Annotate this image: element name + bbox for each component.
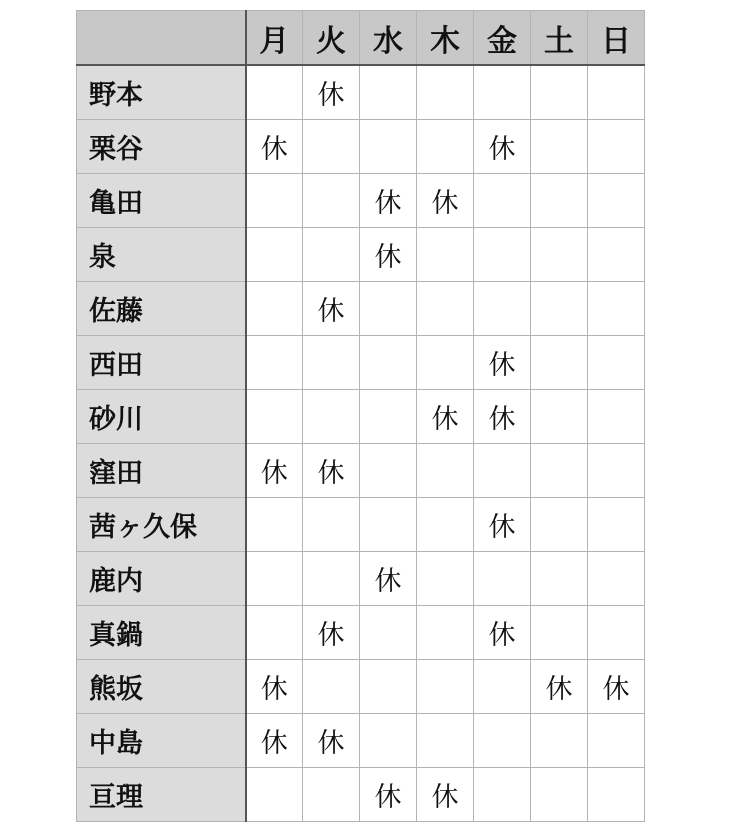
header-row — [77, 11, 645, 66]
schedule-cell-fri: 休 — [474, 606, 531, 660]
employee-name: 砂川 — [77, 390, 246, 444]
schedule-cell-fri — [474, 174, 531, 228]
schedule-cell-tue — [303, 228, 360, 282]
schedule-cell-mon — [246, 498, 303, 552]
schedule-cell-mon — [246, 65, 303, 120]
schedule-cell-mon — [246, 390, 303, 444]
schedule-cell-mon: 休 — [246, 444, 303, 498]
employee-name: 亀田 — [77, 174, 246, 228]
employee-name: 窪田 — [77, 444, 246, 498]
schedule-cell-thu: 休 — [417, 390, 474, 444]
schedule-cell-wed — [360, 120, 417, 174]
schedule-cell-wed: 休 — [360, 552, 417, 606]
schedule-cell-mon — [246, 552, 303, 606]
employee-name: 熊坂 — [77, 660, 246, 714]
schedule-cell-wed: 休 — [360, 768, 417, 822]
schedule-cell-wed — [360, 336, 417, 390]
employee-name: 真鍋 — [77, 606, 246, 660]
schedule-cell-tue — [303, 174, 360, 228]
day-header-mon: 月 — [246, 11, 303, 66]
schedule-cell-thu — [417, 660, 474, 714]
schedule-cell-sun — [588, 444, 645, 498]
day-header-tue: 火 — [303, 11, 360, 66]
schedule-cell-fri — [474, 660, 531, 714]
corner-header-cell — [77, 11, 246, 66]
employee-name: 泉 — [77, 228, 246, 282]
schedule-cell-sun — [588, 336, 645, 390]
schedule-cell-wed — [360, 714, 417, 768]
day-header-wed: 水 — [360, 11, 417, 66]
schedule-cell-fri — [474, 65, 531, 120]
schedule-cell-mon — [246, 282, 303, 336]
schedule-cell-thu — [417, 228, 474, 282]
schedule-cell-sun — [588, 552, 645, 606]
schedule-cell-sun — [588, 606, 645, 660]
schedule-cell-tue: 休 — [303, 282, 360, 336]
day-header-sat: 土 — [531, 11, 588, 66]
schedule-cell-thu — [417, 498, 474, 552]
table-row — [77, 228, 645, 282]
schedule-cell-fri: 休 — [474, 120, 531, 174]
schedule-cell-sun: 休 — [588, 660, 645, 714]
table-row — [77, 768, 645, 822]
schedule-cell-fri — [474, 552, 531, 606]
schedule-cell-sun — [588, 390, 645, 444]
schedule-cell-wed — [360, 390, 417, 444]
schedule-cell-sat — [531, 768, 588, 822]
schedule-cell-sun — [588, 174, 645, 228]
schedule-cell-mon — [246, 174, 303, 228]
employee-name: 佐藤 — [77, 282, 246, 336]
schedule-cell-sun — [588, 120, 645, 174]
employee-name: 鹿内 — [77, 552, 246, 606]
table-row — [77, 336, 645, 390]
table-row — [77, 498, 645, 552]
schedule-cell-wed — [360, 606, 417, 660]
schedule-cell-fri — [474, 444, 531, 498]
schedule-cell-sat — [531, 498, 588, 552]
schedule-cell-thu — [417, 444, 474, 498]
schedule-cell-sun — [588, 768, 645, 822]
table-row — [77, 174, 645, 228]
schedule-cell-tue: 休 — [303, 65, 360, 120]
schedule-cell-sun — [588, 282, 645, 336]
schedule-cell-sat — [531, 552, 588, 606]
schedule-cell-wed: 休 — [360, 228, 417, 282]
day-header-sun: 日 — [588, 11, 645, 66]
schedule-cell-fri: 休 — [474, 498, 531, 552]
schedule-cell-sat — [531, 714, 588, 768]
schedule-cell-fri: 休 — [474, 390, 531, 444]
table-row — [77, 444, 645, 498]
schedule-cell-thu — [417, 714, 474, 768]
schedule-cell-wed — [360, 660, 417, 714]
schedule-cell-tue — [303, 552, 360, 606]
schedule-cell-sat — [531, 120, 588, 174]
schedule-cell-sat — [531, 282, 588, 336]
schedule-cell-tue: 休 — [303, 714, 360, 768]
employee-name: 野本 — [77, 65, 246, 120]
schedule-cell-tue — [303, 768, 360, 822]
employee-name: 西田 — [77, 336, 246, 390]
schedule-cell-thu — [417, 552, 474, 606]
employee-name: 茜ヶ久保 — [77, 498, 246, 552]
schedule-cell-sat — [531, 390, 588, 444]
shift-schedule-table — [76, 10, 645, 822]
schedule-cell-fri — [474, 282, 531, 336]
schedule-cell-tue — [303, 120, 360, 174]
schedule-cell-sat — [531, 606, 588, 660]
schedule-cell-mon: 休 — [246, 120, 303, 174]
schedule-cell-tue: 休 — [303, 606, 360, 660]
schedule-cell-mon: 休 — [246, 660, 303, 714]
schedule-cell-wed: 休 — [360, 174, 417, 228]
table-row — [77, 390, 645, 444]
schedule-cell-mon — [246, 228, 303, 282]
schedule-cell-sat — [531, 174, 588, 228]
schedule-cell-mon — [246, 768, 303, 822]
table-row — [77, 714, 645, 768]
schedule-cell-thu — [417, 65, 474, 120]
schedule-cell-tue — [303, 660, 360, 714]
table-row — [77, 282, 645, 336]
schedule-cell-sat — [531, 65, 588, 120]
schedule-cell-wed — [360, 444, 417, 498]
schedule-cell-wed — [360, 498, 417, 552]
schedule-cell-fri — [474, 768, 531, 822]
schedule-cell-sun — [588, 228, 645, 282]
schedule-cell-thu — [417, 336, 474, 390]
schedule-cell-fri: 休 — [474, 336, 531, 390]
day-header-thu: 木 — [417, 11, 474, 66]
schedule-cell-mon: 休 — [246, 714, 303, 768]
schedule-cell-thu — [417, 606, 474, 660]
schedule-cell-mon — [246, 606, 303, 660]
schedule-cell-tue — [303, 498, 360, 552]
table-row — [77, 606, 645, 660]
schedule-cell-sat — [531, 444, 588, 498]
table-row — [77, 120, 645, 174]
employee-name: 中島 — [77, 714, 246, 768]
employee-name: 亘理 — [77, 768, 246, 822]
schedule-cell-mon — [246, 336, 303, 390]
schedule-cell-sat — [531, 336, 588, 390]
table-row — [77, 660, 645, 714]
schedule-cell-thu: 休 — [417, 174, 474, 228]
schedule-cell-tue — [303, 336, 360, 390]
schedule-cell-tue — [303, 390, 360, 444]
schedule-cell-sat: 休 — [531, 660, 588, 714]
schedule-cell-sat — [531, 228, 588, 282]
schedule-cell-sun — [588, 498, 645, 552]
schedule-cell-tue: 休 — [303, 444, 360, 498]
schedule-cell-thu — [417, 282, 474, 336]
schedule-cell-sun — [588, 714, 645, 768]
schedule-cell-fri — [474, 714, 531, 768]
table-row — [77, 65, 645, 120]
table-row — [77, 552, 645, 606]
schedule-body — [77, 65, 645, 822]
day-header-fri: 金 — [474, 11, 531, 66]
schedule-cell-sun — [588, 65, 645, 120]
employee-name: 栗谷 — [77, 120, 246, 174]
schedule-cell-fri — [474, 228, 531, 282]
schedule-cell-thu: 休 — [417, 768, 474, 822]
schedule-cell-wed — [360, 65, 417, 120]
schedule-cell-wed — [360, 282, 417, 336]
schedule-cell-thu — [417, 120, 474, 174]
